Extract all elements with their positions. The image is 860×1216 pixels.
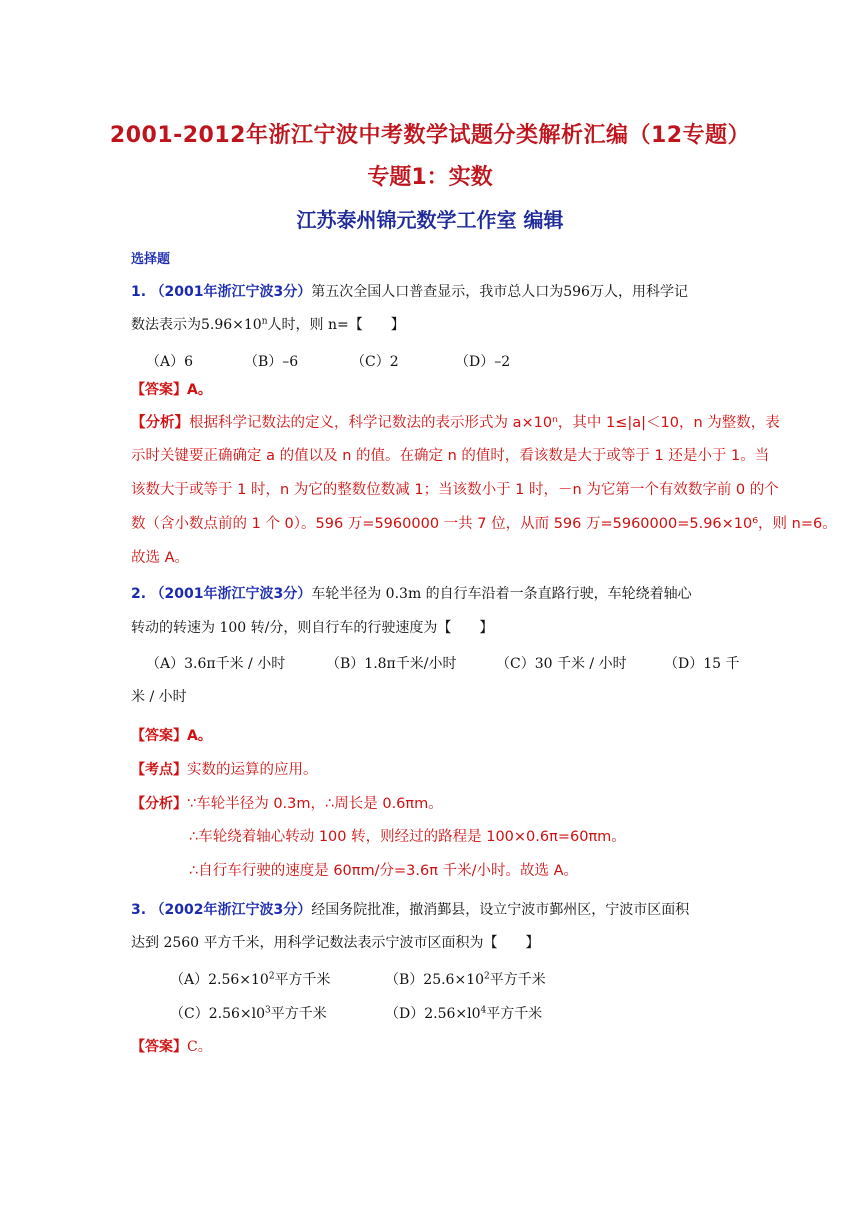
option-d-text: （D）2.56×l0 [385,1006,481,1022]
option-b-text: （B）25.6×10 [385,972,485,988]
option-d: （D）15 千 [664,656,740,672]
option-a-text: （A）2.56×10 [170,972,269,988]
option-b: （B）1.8π千米/小时 [326,656,457,672]
analysis-line: 该数大于或等于 1 时，n 为它的整数位数减 1；当该数小于 1 时，－n 为它第一个有效数字前 0 的个 [131,482,779,498]
analysis-label: 【分析】 [131,796,187,812]
analysis-text: ∵车轮半径为 0.3m，∴周长是 0.6πm。 [187,796,443,812]
document-editor: 江苏泰州锦元数学工作室 编辑 [296,208,564,232]
question-1-line-1 [131,282,688,302]
exponent: 2 [268,971,275,982]
analysis-line: ∴自行车行驶的速度是 60πm/分=3.6π 千米/小时。故选 A。 [189,863,578,879]
question-2-line-1 [131,584,692,604]
answer-label: 【答案】 [131,728,187,744]
option-c [170,1003,327,1023]
analysis-line: 示时关键要正确确定 a 的值以及 n 的值。在确定 n 的值时，看该数是大于或等于 1 还是小于 1。当 [131,448,770,464]
question-number: 2. [131,586,147,602]
option-c-unit: 平方千米 [270,1006,327,1022]
knowledge-point-line [131,760,318,780]
analysis-line: ∴车轮绕着轴心转动 100 转，则经过的路程是 100×0.6π=60πm。 [189,829,626,845]
analysis-label: 【分析】 [131,415,189,431]
question-text: 数法表示为5.96×10 [131,317,262,333]
option-d-unit: 平方千米 [486,1006,543,1022]
exponent: 2 [484,971,490,982]
option-a-unit: 平方千米 [274,972,331,988]
knowledge-point-label: 【考点】 [131,762,187,778]
question-source: （2002年浙江宁波3分） [150,902,312,918]
question-2-line-2: 转动的转速为 100 转/分，则自行车的行驶速度为【 】 [131,620,494,636]
analysis-text: 根据科学记数法的定义，科学记数法的表示形式为 a×10ⁿ，其中 1≤|a|＜10，n 为整数，表 [189,415,780,431]
exponent: 3 [265,1005,271,1016]
answer-label: 【答案】 [131,1039,187,1055]
question-source: （2001年浙江宁波3分） [150,284,312,300]
option-b-unit: 平方千米 [489,972,546,988]
answer-value: C。 [187,1039,212,1055]
analysis-line: 故选 A。 [131,550,190,566]
knowledge-point-text: 实数的运算的应用。 [187,762,318,778]
question-text: 第五次全国人口普查显示，我市总人口为596万人，用科学记 [311,284,688,300]
question-text: 车轮半径为 0.3m 的自行车沿着一条直路行驶，车轮绕着轴心 [311,586,692,602]
section-heading: 选择题 [131,252,171,267]
option-a: （A）3.6π千米 / 小时 [146,656,286,672]
analysis-line [131,413,780,433]
option-d-continued: 米 / 小时 [131,689,187,705]
question-number: 3. [131,902,147,918]
question-number: 1. [131,284,147,300]
exponent: n [261,316,268,327]
answer-value: A。 [187,728,212,744]
answer-value: A。 [187,382,212,398]
question-1-line-2 [131,315,405,335]
question-text: 经国务院批准，撤消鄞县，设立宁波市鄞州区，宁波市区面积 [311,902,690,918]
answer-line [131,726,212,746]
question-text: 人时，则 n=【 】 [267,317,405,333]
option-c-text: （C）2.56×l0 [170,1006,265,1022]
exponent: 4 [480,1005,487,1016]
answer-line [131,380,212,400]
option-a [170,969,331,989]
document-title: 2001-2012年浙江宁波中考数学试题分类解析汇编（12专题） [109,123,751,148]
option-c: （C）2 [351,354,399,370]
analysis-line [131,794,443,814]
answer-line [131,1037,212,1057]
answer-label: 【答案】 [131,382,187,398]
option-b [385,969,546,989]
option-c: （C）30 千米 / 小时 [496,656,627,672]
question-source: （2001年浙江宁波3分） [150,586,312,602]
option-a: （A）6 [146,354,194,370]
document-subtitle: 专题1：实数 [367,165,493,190]
option-b: （B）–6 [244,354,299,370]
question-3-line-2: 达到 2560 平方千米，用科学记数法表示宁波市区面积为【 】 [131,935,540,951]
option-d: （D）–2 [455,354,511,370]
question-3-line-1 [131,900,689,920]
option-d [385,1003,542,1023]
analysis-line: 数（含小数点前的 1 个 0）。596 万=5960000 一共 7 位，从而 596 万=5960000=5.96×10⁶，则 n=6。 [131,516,837,532]
